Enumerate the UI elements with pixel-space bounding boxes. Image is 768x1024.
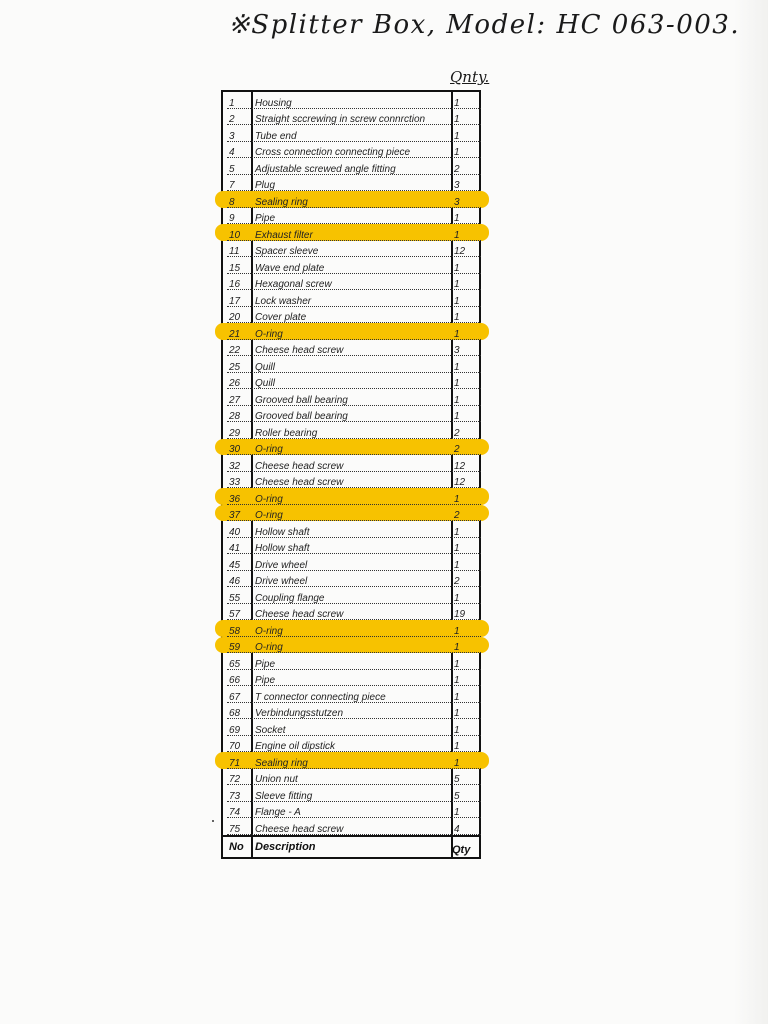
row-qty: 1 xyxy=(454,493,460,505)
highlight-marker xyxy=(481,191,489,208)
table-row-highlighted xyxy=(223,637,481,654)
row-qty: 1 xyxy=(454,328,460,340)
table-row xyxy=(223,92,481,109)
row-no: 58 xyxy=(229,625,241,637)
header-qty: Qty xyxy=(452,843,471,856)
handwritten-title: ※Splitter Box, Model: HC 063-003. xyxy=(228,10,741,40)
row-description: Cheese head screw xyxy=(255,823,344,835)
row-qty: 2 xyxy=(454,427,460,439)
highlight-marker xyxy=(215,488,223,505)
highlight-marker xyxy=(481,224,489,241)
row-no: 46 xyxy=(229,576,241,587)
row-no: 57 xyxy=(229,609,241,620)
row-description: Grooved ball bearing xyxy=(255,394,348,406)
table-row xyxy=(223,472,481,489)
row-description: Lock washer xyxy=(255,295,312,307)
row-no: 9 xyxy=(229,213,235,224)
row-description: Cross connection connecting piece xyxy=(255,147,411,158)
row-no: 21 xyxy=(229,328,241,340)
row-qty: 19 xyxy=(454,609,466,620)
row-qty: 1 xyxy=(454,361,460,373)
highlight-marker xyxy=(481,323,489,340)
page-edge-shadow xyxy=(734,0,768,1024)
row-description: O-ring xyxy=(255,510,283,521)
row-qty: 1 xyxy=(454,724,460,736)
row-no: 69 xyxy=(229,724,241,736)
highlight-marker xyxy=(215,439,223,456)
row-qty: 1 xyxy=(454,394,460,406)
table-row xyxy=(223,142,481,159)
table-row xyxy=(223,307,481,324)
row-no: 55 xyxy=(229,592,241,604)
row-qty: 1 xyxy=(454,741,460,752)
row-description: Flange - A xyxy=(255,807,301,818)
row-qty: 12 xyxy=(454,246,466,257)
row-description: Adjustable screwed angle fitting xyxy=(255,163,396,175)
table-row xyxy=(223,389,481,406)
table-row xyxy=(223,406,481,423)
row-qty: 12 xyxy=(454,460,466,472)
row-no: 74 xyxy=(229,807,241,818)
row-description: Roller bearing xyxy=(255,427,318,439)
row-qty: 1 xyxy=(454,592,460,604)
table-row xyxy=(223,785,481,802)
row-description: Sealing ring xyxy=(255,196,308,208)
table-row xyxy=(223,175,481,192)
row-description: Cheese head screw xyxy=(255,609,344,620)
row-description: Housing xyxy=(255,97,292,109)
table-row xyxy=(223,356,481,373)
row-qty: 1 xyxy=(454,757,460,769)
row-description: Drive wheel xyxy=(255,576,308,587)
table-row-highlighted xyxy=(223,505,481,522)
row-qty: 2 xyxy=(454,576,460,587)
row-description: Hollow shaft xyxy=(255,543,310,554)
row-no: 30 xyxy=(229,444,241,455)
stray-mark xyxy=(212,820,214,822)
table-row xyxy=(223,241,481,258)
row-no: 67 xyxy=(229,691,241,703)
highlight-marker xyxy=(215,191,223,208)
row-description: Cheese head screw xyxy=(255,460,344,472)
row-description: Wave end plate xyxy=(255,262,325,274)
row-no: 25 xyxy=(229,361,241,373)
table-row xyxy=(223,802,481,819)
table-row xyxy=(223,736,481,753)
row-qty: 1 xyxy=(454,526,460,538)
row-no: 40 xyxy=(229,526,241,538)
row-no: 3 xyxy=(229,130,235,142)
row-description: O-ring xyxy=(255,625,283,637)
table-row xyxy=(223,125,481,142)
row-qty: 3 xyxy=(454,345,460,356)
row-qty: 1 xyxy=(454,295,460,307)
row-qty: 1 xyxy=(454,262,460,274)
row-description: Union nut xyxy=(255,774,298,785)
row-description: Tube end xyxy=(255,130,297,142)
row-no: 68 xyxy=(229,708,241,719)
row-description: Coupling flange xyxy=(255,592,325,604)
table-row xyxy=(223,587,481,604)
table-row-highlighted xyxy=(223,488,481,505)
table-row-highlighted xyxy=(223,752,481,769)
row-no: 32 xyxy=(229,460,241,472)
row-qty: 1 xyxy=(454,807,460,818)
row-no: 37 xyxy=(229,510,241,521)
highlight-marker xyxy=(215,323,223,340)
row-qty: 1 xyxy=(454,642,460,653)
highlight-marker xyxy=(481,752,489,769)
row-no: 33 xyxy=(229,477,241,488)
row-qty: 2 xyxy=(454,163,460,175)
table-row xyxy=(223,670,481,687)
row-qty: 5 xyxy=(454,790,460,802)
row-qty: 1 xyxy=(454,147,460,158)
row-no: 1 xyxy=(229,97,235,109)
row-description: Quill xyxy=(255,378,276,389)
row-description: T connector connecting piece xyxy=(255,691,386,703)
row-no: 73 xyxy=(229,790,241,802)
table-row xyxy=(223,604,481,621)
row-no: 41 xyxy=(229,543,241,554)
row-qty: 12 xyxy=(454,477,466,488)
row-no: 15 xyxy=(229,262,241,274)
table-row xyxy=(223,158,481,175)
row-description: Straight sccrewing in screw connrction xyxy=(255,114,426,125)
row-qty: 1 xyxy=(454,213,460,224)
row-qty: 2 xyxy=(454,444,460,455)
table-row xyxy=(223,422,481,439)
highlight-marker xyxy=(481,637,489,654)
row-qty: 1 xyxy=(454,658,460,670)
row-qty: 1 xyxy=(454,625,460,637)
row-description: Cheese head screw xyxy=(255,345,344,356)
parts-table xyxy=(221,90,481,859)
header-description: Description xyxy=(255,840,316,853)
row-qty: 5 xyxy=(454,774,460,785)
table-row xyxy=(223,340,481,357)
table-row xyxy=(223,455,481,472)
row-qty: 1 xyxy=(454,543,460,554)
table-row xyxy=(223,769,481,786)
row-description: Verbindungsstutzen xyxy=(255,708,344,719)
row-no: 72 xyxy=(229,774,241,785)
header-no: No xyxy=(229,840,244,853)
table-row xyxy=(223,818,481,835)
row-qty: 1 xyxy=(454,130,460,142)
table-row xyxy=(223,538,481,555)
row-no: 59 xyxy=(229,642,241,653)
table-row xyxy=(223,109,481,126)
table-row xyxy=(223,290,481,307)
row-no: 27 xyxy=(229,394,241,406)
table-row xyxy=(223,703,481,720)
row-description: Exhaust filter xyxy=(255,229,313,241)
row-qty: 1 xyxy=(454,378,460,389)
row-qty: 1 xyxy=(454,691,460,703)
parts-table-header-row xyxy=(223,835,481,857)
highlight-marker xyxy=(481,620,489,637)
highlight-marker xyxy=(481,505,489,522)
row-no: 45 xyxy=(229,559,241,571)
row-description: Quill xyxy=(255,361,276,373)
row-qty: 1 xyxy=(454,97,460,109)
row-qty: 1 xyxy=(454,229,460,241)
highlight-marker xyxy=(215,620,223,637)
handwritten-qty-note: Qnty. xyxy=(450,68,490,86)
row-no: 70 xyxy=(229,741,241,752)
highlight-marker xyxy=(481,439,489,456)
row-no: 36 xyxy=(229,493,241,505)
row-no: 11 xyxy=(229,246,240,257)
table-row xyxy=(223,571,481,588)
row-no: 8 xyxy=(229,196,235,208)
row-no: 5 xyxy=(229,163,235,175)
row-no: 20 xyxy=(229,312,241,323)
row-no: 22 xyxy=(229,345,241,356)
row-description: Cheese head screw xyxy=(255,477,344,488)
highlight-marker xyxy=(215,752,223,769)
row-qty: 1 xyxy=(454,559,460,571)
row-description: Drive wheel xyxy=(255,559,308,571)
row-qty: 2 xyxy=(454,510,460,521)
row-description: Grooved ball bearing xyxy=(255,411,348,422)
row-description: O-ring xyxy=(255,444,283,455)
row-qty: 1 xyxy=(454,708,460,719)
row-qty: 1 xyxy=(454,279,460,290)
row-no: 26 xyxy=(229,378,241,389)
row-qty: 3 xyxy=(454,180,460,191)
row-qty: 4 xyxy=(454,823,460,835)
row-description: Sealing ring xyxy=(255,757,308,769)
row-description: Socket xyxy=(255,724,286,736)
row-description: Pipe xyxy=(255,658,276,670)
table-row xyxy=(223,373,481,390)
highlight-marker xyxy=(215,224,223,241)
row-description: O-ring xyxy=(255,493,283,505)
table-row-highlighted xyxy=(223,191,481,208)
table-row xyxy=(223,653,481,670)
row-description: Spacer sleeve xyxy=(255,246,319,257)
row-description: Engine oil dipstick xyxy=(255,741,336,752)
table-row xyxy=(223,257,481,274)
row-no: 65 xyxy=(229,658,241,670)
highlight-marker xyxy=(481,488,489,505)
table-row xyxy=(223,521,481,538)
table-row-highlighted xyxy=(223,224,481,241)
table-row xyxy=(223,274,481,291)
row-qty: 1 xyxy=(454,675,460,686)
row-description: Cover plate xyxy=(255,312,307,323)
row-description: O-ring xyxy=(255,642,283,653)
table-row xyxy=(223,686,481,703)
row-qty: 1 xyxy=(454,411,460,422)
row-description: Pipe xyxy=(255,213,276,224)
table-row xyxy=(223,554,481,571)
row-description: Plug xyxy=(255,180,276,191)
row-no: 4 xyxy=(229,147,235,158)
parts-table-body xyxy=(223,92,481,835)
row-description: O-ring xyxy=(255,328,283,340)
table-row xyxy=(223,719,481,736)
row-description: Sleeve fitting xyxy=(255,790,313,802)
row-no: 71 xyxy=(229,757,241,769)
highlight-marker xyxy=(215,637,223,654)
row-qty: 1 xyxy=(454,114,460,125)
table-row-highlighted xyxy=(223,620,481,637)
row-no: 7 xyxy=(229,180,235,191)
table-row-highlighted xyxy=(223,323,481,340)
row-no: 16 xyxy=(229,279,241,290)
row-description: Hexagonal screw xyxy=(255,279,332,290)
row-no: 29 xyxy=(229,427,241,439)
row-no: 28 xyxy=(229,411,241,422)
row-qty: 3 xyxy=(454,196,460,208)
highlight-marker xyxy=(215,505,223,522)
row-no: 66 xyxy=(229,675,241,686)
row-no: 75 xyxy=(229,823,241,835)
table-row xyxy=(223,208,481,225)
row-qty: 1 xyxy=(454,312,460,323)
table-row-highlighted xyxy=(223,439,481,456)
row-description: Pipe xyxy=(255,675,276,686)
row-no: 10 xyxy=(229,229,241,241)
row-no: 2 xyxy=(229,114,235,125)
row-no: 17 xyxy=(229,295,241,307)
row-description: Hollow shaft xyxy=(255,526,310,538)
